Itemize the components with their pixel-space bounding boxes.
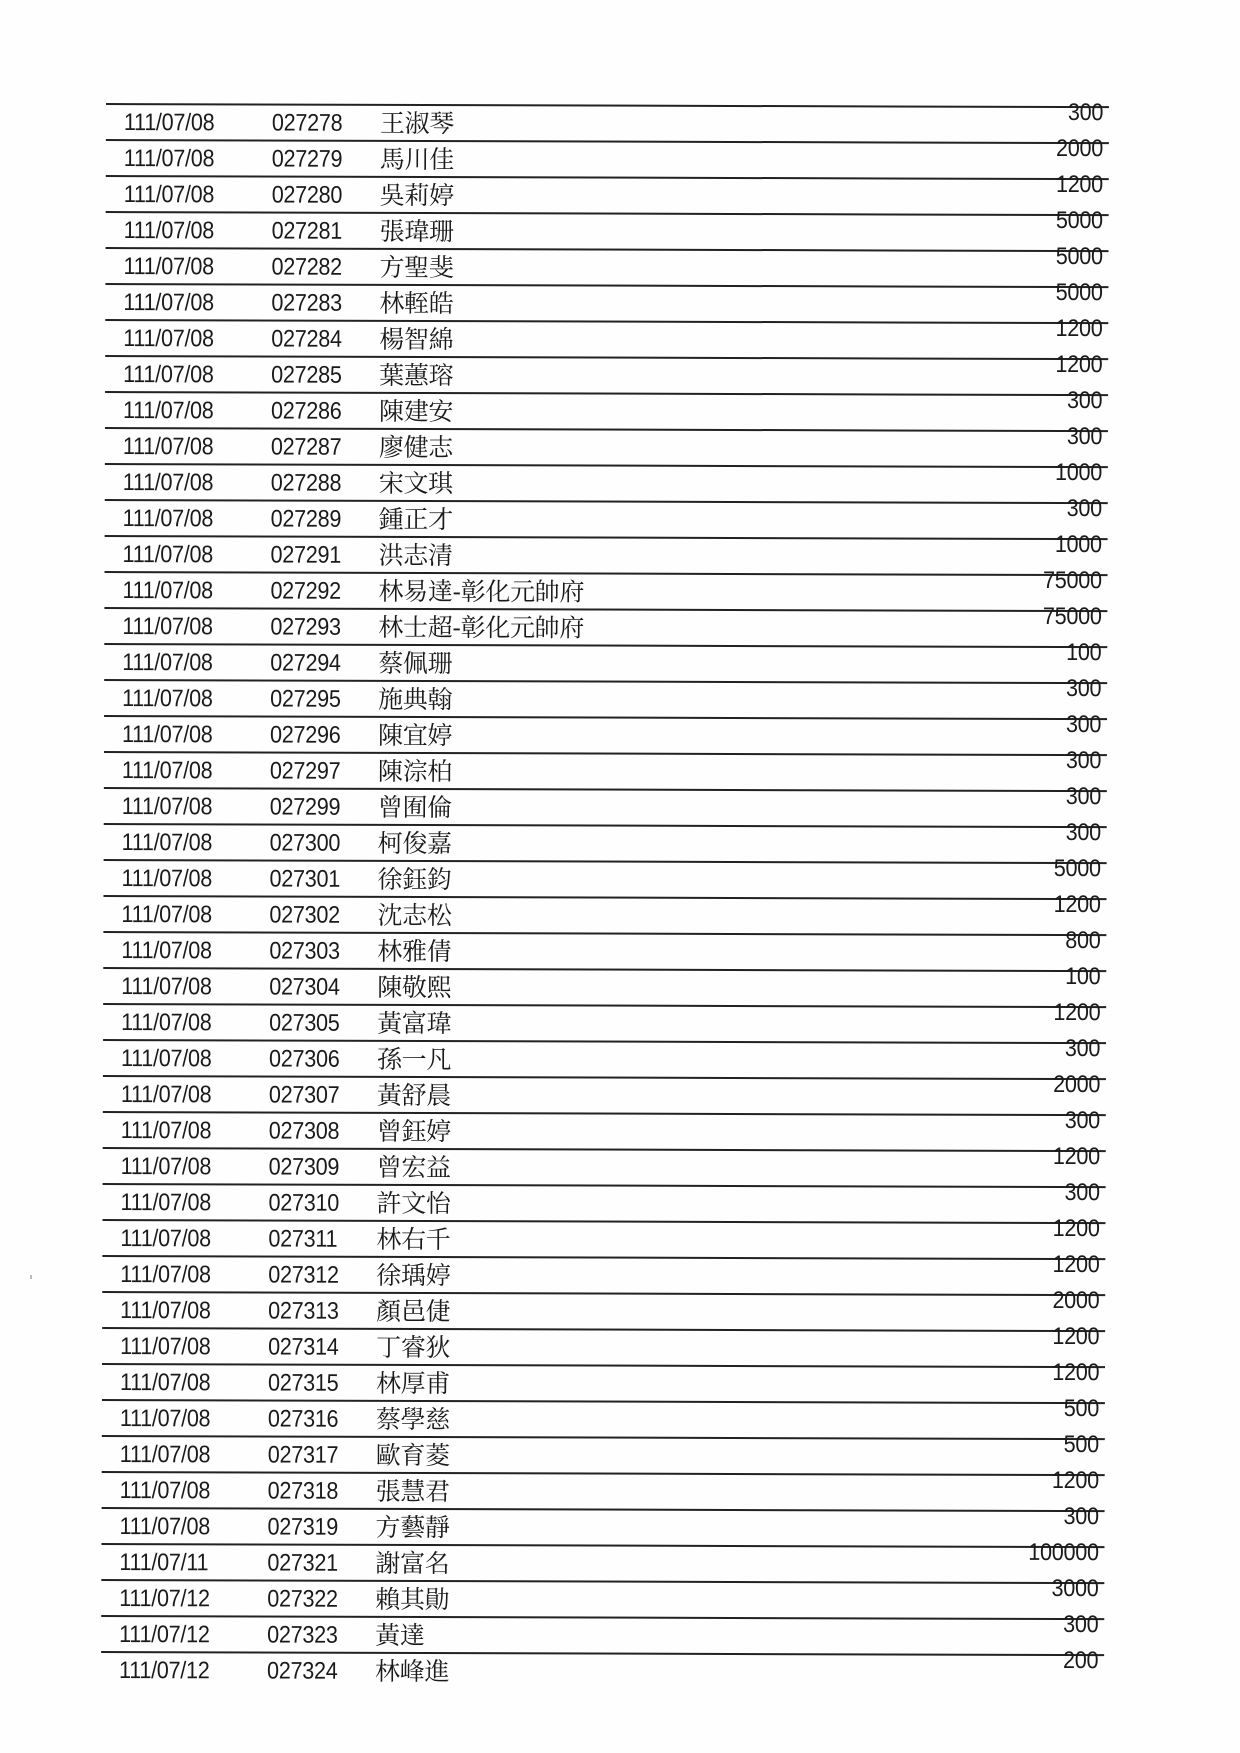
row-receipt-number: 027313	[268, 1297, 339, 1325]
row-receipt-number: 027284	[271, 325, 342, 353]
table-row	[103, 1035, 1106, 1080]
row-donor-name: 林厚甫	[375, 1368, 451, 1399]
row-amount: 1200	[1053, 998, 1101, 1027]
row-date: 111/07/08	[123, 181, 215, 209]
row-date: 111/07/08	[119, 1513, 211, 1541]
row-receipt-number: 027287	[270, 433, 342, 461]
table-row	[104, 783, 1107, 828]
row-amount: 1200	[1055, 170, 1103, 199]
row-donor-name: 楊智綿	[379, 324, 454, 355]
table-row	[102, 1286, 1105, 1332]
row-date: 111/07/08	[123, 325, 214, 353]
row-date: 111/07/08	[122, 613, 213, 641]
row-receipt-number: 027317	[267, 1441, 339, 1469]
row-donor-name: 歐育菱	[375, 1440, 450, 1471]
row-amount: 1200	[1052, 1214, 1100, 1243]
row-amount: 3000	[1051, 1574, 1099, 1603]
table-row	[105, 242, 1108, 288]
row-receipt-number: 027282	[271, 253, 342, 281]
row-amount: 5000	[1055, 278, 1103, 307]
row-date: 111/07/08	[119, 1369, 211, 1397]
row-receipt-number: 027324	[267, 1657, 338, 1685]
table-row	[102, 1214, 1105, 1260]
row-donor-name: 曾宏益	[376, 1152, 451, 1183]
table-row	[103, 927, 1106, 972]
table-row	[102, 1250, 1105, 1296]
donation-ledger-table	[101, 99, 1116, 1690]
row-receipt-number: 027296	[269, 721, 341, 749]
row-donor-name: 曾囿倫	[377, 792, 452, 823]
row-date: 111/07/08	[122, 577, 213, 605]
row-date: 111/07/08	[120, 1189, 212, 1217]
row-amount: 1000	[1054, 458, 1102, 487]
row-amount: 300	[1062, 1611, 1099, 1639]
row-donor-name: 丁睿狄	[376, 1332, 451, 1363]
row-date: 111/07/11	[119, 1549, 209, 1577]
row-donor-name: 馬川佳	[379, 144, 454, 175]
row-date: 111/07/08	[120, 1261, 211, 1289]
row-receipt-number: 027314	[268, 1333, 339, 1361]
table-row	[104, 639, 1107, 684]
row-donor-name: 方聖斐	[379, 252, 454, 283]
table-row	[102, 1358, 1105, 1404]
table-row	[105, 423, 1108, 468]
table-row	[103, 890, 1106, 936]
row-amount: 1200	[1051, 1358, 1100, 1387]
row-amount: 1200	[1055, 314, 1103, 343]
row-amount: 2000	[1052, 1070, 1100, 1099]
row-donor-name: 葉蕙瑢	[379, 360, 454, 391]
row-amount: 300	[1066, 387, 1103, 415]
row-date: 111/07/08	[119, 1405, 211, 1433]
row-date: 111/07/08	[121, 901, 212, 929]
row-donor-name: 方藝靜	[375, 1512, 450, 1543]
row-donor-name: 顏邑倢	[376, 1296, 451, 1327]
row-receipt-number: 027322	[267, 1585, 338, 1613]
row-amount: 1200	[1053, 890, 1101, 919]
row-receipt-number: 027283	[271, 289, 342, 317]
table-row	[101, 1538, 1104, 1584]
row-amount: 200	[1062, 1647, 1099, 1675]
row-receipt-number: 027295	[270, 685, 341, 713]
row-receipt-number: 027321	[267, 1549, 338, 1577]
row-receipt-number: 027310	[268, 1189, 340, 1217]
table-row	[104, 675, 1107, 720]
table-row	[104, 566, 1107, 612]
row-receipt-number: 027292	[270, 577, 341, 605]
table-row	[105, 530, 1108, 576]
row-receipt-number: 027318	[267, 1477, 339, 1505]
row-donor-name: 蔡學慈	[375, 1404, 451, 1435]
row-donor-name: 謝富名	[375, 1548, 450, 1579]
table-row	[102, 1179, 1105, 1224]
row-date: 111/07/08	[119, 1441, 211, 1469]
row-receipt-number: 027299	[269, 793, 341, 821]
table-row	[105, 278, 1108, 324]
row-date: 111/07/08	[120, 1297, 211, 1325]
row-receipt-number: 027304	[269, 973, 340, 1001]
row-date: 111/07/08	[123, 145, 215, 173]
row-receipt-number: 027281	[271, 217, 343, 245]
row-receipt-number: 027307	[268, 1081, 340, 1109]
table-row	[103, 998, 1106, 1044]
table-row	[102, 1395, 1105, 1440]
row-date: 111/07/08	[122, 505, 214, 533]
row-donor-name: 洪志清	[378, 540, 453, 571]
row-date: 111/07/12	[119, 1585, 210, 1613]
row-receipt-number: 027309	[268, 1153, 340, 1181]
row-receipt-number: 027300	[269, 829, 341, 857]
row-date: 111/07/08	[121, 1009, 212, 1037]
table-row	[106, 170, 1109, 216]
row-donor-name: 黃舒晨	[376, 1080, 452, 1111]
row-receipt-number: 027312	[268, 1261, 339, 1289]
row-donor-name: 陳宜婷	[377, 720, 453, 751]
row-donor-name: 宋文琪	[378, 468, 453, 499]
row-receipt-number: 027279	[271, 145, 343, 173]
row-date: 111/07/08	[121, 829, 213, 857]
row-donor-name: 黃達	[375, 1620, 425, 1651]
row-date: 111/07/08	[122, 433, 214, 461]
row-donor-name: 蔡佩珊	[378, 648, 453, 679]
row-donor-name: 柯俊嘉	[377, 828, 452, 859]
row-date: 111/07/12	[119, 1621, 210, 1649]
row-date: 111/07/08	[120, 1117, 212, 1145]
row-date: 111/07/08	[120, 1045, 212, 1073]
row-date: 111/07/08	[123, 217, 215, 245]
table-row	[105, 314, 1108, 360]
row-date: 111/07/08	[123, 361, 214, 389]
row-amount: 300	[1064, 1179, 1100, 1207]
row-date: 111/07/08	[120, 1333, 211, 1361]
table-row	[105, 387, 1108, 432]
row-receipt-number: 027311	[268, 1225, 338, 1253]
row-receipt-number: 027303	[269, 937, 340, 965]
row-amount: 1200	[1051, 1466, 1099, 1495]
row-amount: 300	[1064, 1107, 1100, 1135]
row-amount: 300	[1065, 711, 1102, 739]
row-amount: 300	[1065, 783, 1101, 811]
row-donor-name: 林易達-彰化元帥府	[378, 576, 585, 607]
table-row	[104, 819, 1107, 864]
row-amount: 75000	[1042, 566, 1102, 595]
row-receipt-number: 027286	[270, 397, 342, 425]
row-receipt-number: 027308	[268, 1117, 340, 1145]
table-row	[104, 711, 1107, 756]
row-amount: 2000	[1055, 134, 1103, 163]
table-row	[101, 1647, 1104, 1690]
row-amount: 100	[1064, 963, 1101, 991]
table-row	[104, 854, 1107, 900]
table-row	[103, 1142, 1106, 1188]
row-date: 111/07/08	[121, 793, 213, 821]
row-amount: 300	[1065, 675, 1102, 703]
row-donor-name: 孫一凡	[376, 1044, 452, 1075]
row-donor-name: 林峰進	[375, 1656, 450, 1687]
row-receipt-number: 027306	[268, 1045, 340, 1073]
row-donor-name: 施典翰	[378, 684, 453, 715]
row-amount: 100000	[1027, 1538, 1099, 1567]
table-row	[106, 206, 1109, 252]
row-receipt-number: 027319	[267, 1513, 339, 1541]
row-amount: 500	[1063, 1395, 1099, 1423]
row-date: 111/07/08	[122, 649, 213, 677]
row-date: 111/07/08	[122, 685, 213, 713]
row-amount: 300	[1063, 1503, 1099, 1531]
row-receipt-number: 027293	[270, 613, 341, 641]
row-date: 111/07/08	[121, 937, 212, 965]
row-donor-name: 王淑琴	[379, 108, 455, 139]
row-donor-name: 黃富瑋	[377, 1008, 452, 1039]
table-row	[101, 1574, 1104, 1620]
row-donor-name: 陳敬熙	[377, 972, 452, 1003]
table-row	[104, 747, 1107, 792]
ledger-rows	[101, 99, 1116, 1690]
row-date: 111/07/08	[122, 469, 214, 497]
row-donor-name: 吳莉婷	[379, 180, 454, 211]
row-donor-name: 廖健志	[378, 432, 454, 463]
row-donor-name: 林士超-彰化元帥府	[378, 612, 585, 643]
row-amount: 100	[1065, 639, 1102, 667]
table-row	[105, 350, 1108, 396]
table-row	[103, 1070, 1106, 1116]
table-row	[105, 458, 1108, 504]
row-donor-name: 林輊皓	[379, 288, 454, 319]
row-receipt-number: 027285	[271, 361, 342, 389]
table-row	[101, 1611, 1104, 1656]
row-receipt-number: 027316	[267, 1405, 339, 1433]
row-date: 111/07/08	[119, 1477, 211, 1505]
table-row	[106, 134, 1109, 180]
row-donor-name: 徐鈺鈞	[377, 864, 452, 895]
row-date: 111/07/12	[119, 1657, 210, 1685]
row-date: 111/07/08	[120, 1153, 212, 1181]
row-receipt-number: 027278	[271, 109, 343, 137]
row-date: 111/07/08	[122, 541, 214, 569]
table-row	[104, 602, 1107, 648]
table-row	[102, 1322, 1105, 1368]
row-amount: 300	[1065, 747, 1101, 775]
row-amount: 1200	[1055, 350, 1103, 379]
row-donor-name: 林雅倩	[377, 936, 452, 967]
table-row	[101, 1503, 1104, 1548]
row-date: 111/07/08	[120, 1081, 212, 1109]
row-date: 111/07/08	[122, 397, 214, 425]
row-amount: 1200	[1052, 1142, 1100, 1171]
row-donor-name: 鍾正才	[378, 504, 453, 535]
table-row	[103, 963, 1106, 1008]
row-date: 111/07/08	[121, 865, 213, 893]
table-row	[103, 1107, 1106, 1152]
row-date: 111/07/08	[123, 109, 215, 137]
row-receipt-number: 027302	[269, 901, 340, 929]
row-donor-name: 張慧君	[375, 1476, 450, 1507]
row-amount: 300	[1064, 1035, 1101, 1063]
row-amount: 800	[1065, 927, 1101, 955]
row-amount: 300	[1067, 99, 1104, 127]
row-donor-name: 賴其勛	[375, 1584, 450, 1615]
row-receipt-number: 027315	[267, 1369, 339, 1397]
row-donor-name: 曾鈺婷	[376, 1116, 451, 1147]
row-amount: 300	[1066, 423, 1102, 451]
row-receipt-number: 027288	[270, 469, 342, 497]
row-date: 111/07/08	[123, 253, 214, 281]
table-row	[106, 99, 1109, 144]
row-donor-name: 林右千	[376, 1224, 451, 1255]
row-date: 111/07/08	[121, 973, 212, 1001]
row-donor-name: 張瑋珊	[379, 216, 454, 247]
row-amount: 5000	[1055, 242, 1103, 271]
row-date: 111/07/08	[121, 721, 213, 749]
row-amount: 5000	[1055, 206, 1103, 235]
row-donor-name: 陳淙柏	[377, 756, 453, 787]
row-donor-name: 徐瑀婷	[376, 1260, 451, 1291]
table-row	[102, 1431, 1105, 1476]
row-amount: 300	[1066, 495, 1102, 523]
row-receipt-number: 027297	[269, 757, 341, 785]
table-row	[105, 495, 1108, 540]
row-receipt-number: 027323	[267, 1621, 338, 1649]
row-amount: 300	[1065, 819, 1101, 847]
table-row	[102, 1466, 1105, 1512]
row-amount: 75000	[1042, 602, 1102, 631]
row-donor-name: 沈志松	[377, 900, 452, 931]
row-date: 111/07/08	[120, 1225, 211, 1253]
row-receipt-number: 027291	[270, 541, 342, 569]
row-receipt-number: 027289	[270, 505, 342, 533]
row-receipt-number: 027301	[269, 865, 341, 893]
row-amount: 5000	[1053, 854, 1101, 883]
row-amount: 500	[1063, 1431, 1099, 1459]
row-receipt-number: 027305	[269, 1009, 340, 1037]
row-donor-name: 許文怡	[376, 1188, 451, 1219]
row-amount: 1200	[1052, 1322, 1100, 1351]
scan-speck	[30, 1275, 32, 1279]
row-donor-name: 陳建安	[378, 396, 454, 427]
row-amount: 1000	[1054, 530, 1102, 559]
row-amount: 2000	[1052, 1286, 1100, 1315]
row-date: 111/07/08	[123, 289, 214, 317]
row-receipt-number: 027280	[271, 181, 343, 209]
row-date: 111/07/08	[121, 757, 213, 785]
row-amount: 1200	[1052, 1250, 1100, 1279]
row-receipt-number: 027294	[270, 649, 341, 677]
